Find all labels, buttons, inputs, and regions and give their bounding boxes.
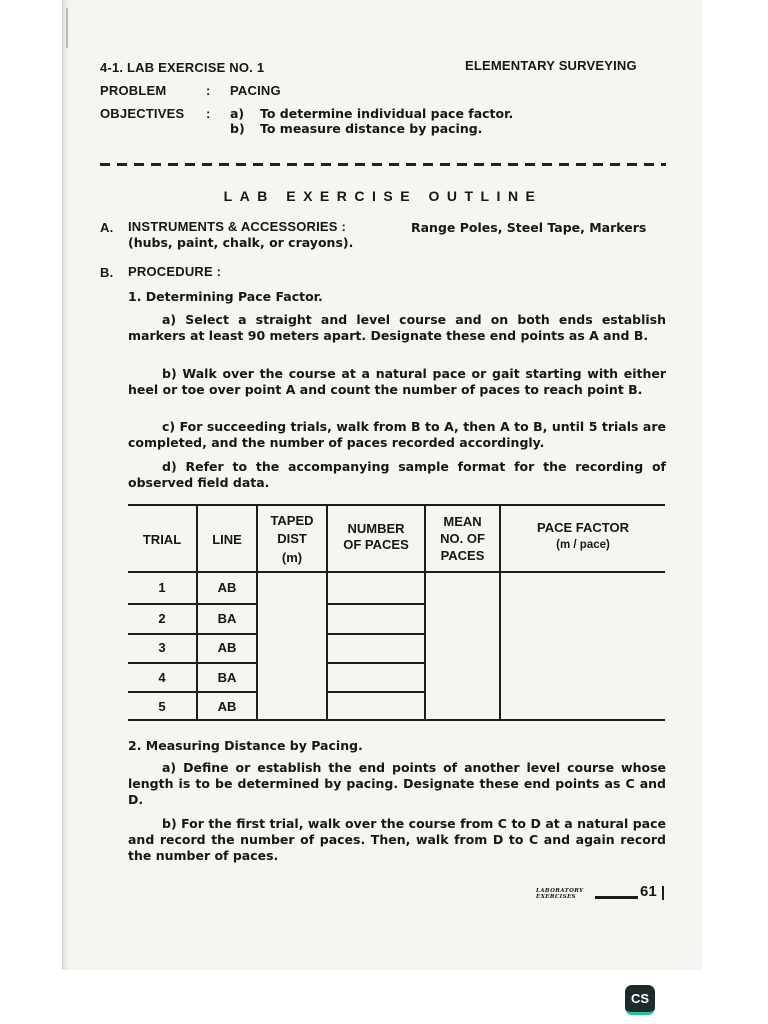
- objectives-separator: :: [206, 106, 211, 121]
- step2-a-text: a) Define or establish the end points of another level course whose length is to be determined by pacing. Designate these end points as C and D.: [128, 760, 666, 807]
- binding-edge: [66, 8, 68, 48]
- step1-d: [128, 459, 666, 491]
- header-number-2: OF PACES: [343, 537, 409, 552]
- section-a-items: Range Poles, Steel Tape, Markers: [411, 220, 647, 235]
- header-line: LINE: [212, 532, 242, 547]
- step2-b: [128, 816, 666, 864]
- row3-trial: 3: [158, 640, 166, 655]
- step1-b-text: b) Walk over the course at a natural pace or gait starting with either heel or toe over point A and count the number of paces to reach point B.: [128, 366, 666, 397]
- step1-c-text: c) For succeeding trials, walk from B to A, then A to B, until 5 trials are completed, and the number of paces recorded accordingly.: [128, 419, 666, 450]
- header-taped-3: (m): [281, 550, 303, 565]
- row-rule: [128, 691, 257, 693]
- objective-b-text: To measure distance by pacing.: [260, 121, 483, 136]
- step2-b-text: b) For the first trial, walk over the course from C to D at a natural pace and record the number of paces. Then, walk from D to C and again record the number of paces.: [128, 816, 666, 863]
- row-rule: [128, 662, 257, 664]
- row-rule: [326, 662, 425, 664]
- problem-label: PROBLEM: [100, 83, 167, 98]
- step1-a-text: a) Select a straight and level course and on both ends establish markers at least 90 meters apart. Designate these end points as A and B.: [128, 312, 666, 343]
- dashed-divider: [100, 163, 666, 166]
- row4-trial: 4: [158, 670, 166, 685]
- step2-title: 2. Measuring Distance by Pacing.: [128, 738, 363, 753]
- section-a-letter: A.: [100, 220, 114, 235]
- row-rule: [326, 633, 425, 635]
- step1-d-text: d) Refer to the accompanying sample format for the recording of observed field data.: [128, 459, 666, 490]
- exercise-number: 4-1. LAB EXERCISE NO. 1: [100, 60, 265, 75]
- row-rule: [128, 633, 257, 635]
- header-pace-factor-1: PACE FACTOR: [537, 520, 629, 535]
- header-mean-2: NO. OF: [440, 531, 485, 546]
- course-title: ELEMENTARY SURVEYING: [465, 58, 637, 73]
- row-rule: [128, 603, 257, 605]
- table-top-rule: [128, 504, 665, 506]
- footer-label-line1: LABORATORY: [536, 888, 584, 894]
- header-number-1: NUMBER: [347, 521, 405, 536]
- footer-label-line2: EXERCISES: [536, 894, 576, 900]
- row-rule: [326, 603, 425, 605]
- problem-value: PACING: [230, 83, 281, 98]
- footer-label: [536, 888, 584, 900]
- header-trial: TRIAL: [142, 532, 182, 547]
- objectives-label: OBJECTIVES: [100, 106, 185, 121]
- page-number-mark: [662, 886, 664, 900]
- footer-bar: [595, 896, 638, 899]
- table-bottom-rule: [128, 719, 665, 721]
- objective-a-letter: a): [230, 106, 245, 121]
- problem-separator: :: [206, 83, 211, 98]
- row-rule: [326, 691, 425, 693]
- table-header-rule: [128, 571, 665, 573]
- header-taped-2: DIST: [277, 531, 307, 546]
- section-a-title: INSTRUMENTS & ACCESSORIES :: [128, 219, 346, 234]
- row4-line: BA: [217, 670, 237, 685]
- camscanner-logo-icon: CS: [625, 985, 655, 1015]
- row2-line: BA: [217, 611, 237, 626]
- row3-line: AB: [217, 640, 237, 655]
- row1-trial: 1: [158, 580, 166, 595]
- header-taped-1: TAPED: [270, 513, 314, 528]
- step1-a: [128, 312, 666, 344]
- step1-b: [128, 366, 666, 398]
- header-mean-3: PACES: [440, 548, 485, 563]
- section-b-title: PROCEDURE :: [128, 264, 222, 279]
- step1-title: 1. Determining Pace Factor.: [128, 289, 323, 304]
- objective-b-letter: b): [230, 121, 245, 136]
- step1-c: [128, 419, 666, 451]
- row1-line: AB: [217, 580, 237, 595]
- section-b-letter: B.: [100, 265, 114, 280]
- outline-title: LAB EXERCISE OUTLINE: [223, 188, 543, 204]
- step2-a: [128, 760, 666, 808]
- row2-trial: 2: [158, 611, 166, 626]
- row5-line: AB: [217, 699, 237, 714]
- header-pace-factor-2: (m / pace): [556, 539, 610, 551]
- header-mean-1: MEAN: [443, 514, 482, 529]
- objective-a-text: To determine individual pace factor.: [260, 106, 514, 121]
- row5-trial: 5: [158, 699, 166, 714]
- page-number: 61: [640, 883, 657, 900]
- section-a-items-cont: (hubs, paint, chalk, or crayons).: [128, 235, 354, 250]
